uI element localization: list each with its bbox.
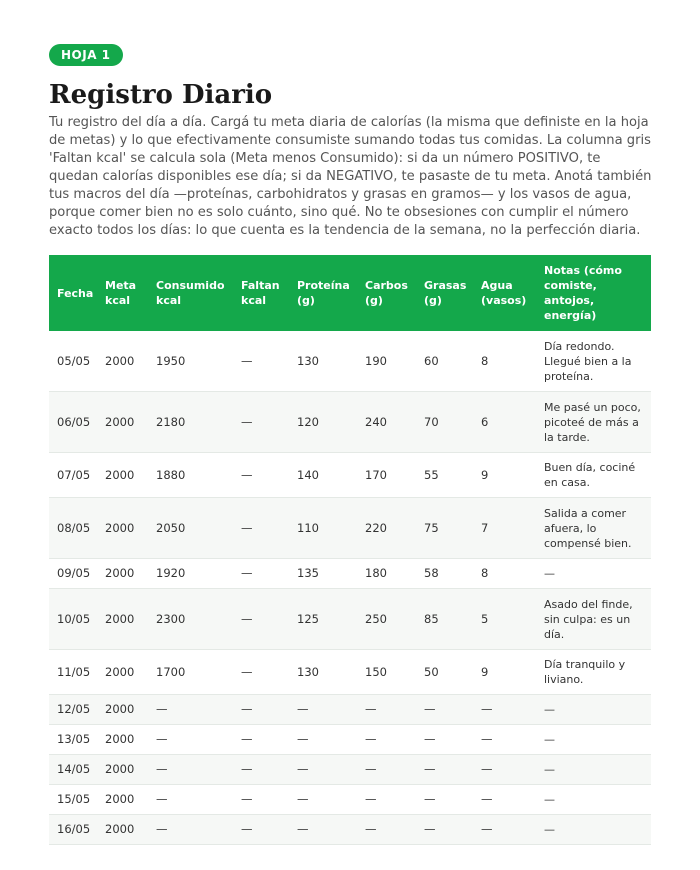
cell-proteina: — xyxy=(289,785,357,815)
cell-faltan: — xyxy=(233,725,289,755)
cell-meta: 2000 xyxy=(97,331,148,392)
cell-proteina: 120 xyxy=(289,392,357,453)
cell-fecha: 15/05 xyxy=(49,785,97,815)
cell-carbos: — xyxy=(357,725,416,755)
cell-faltan: — xyxy=(233,498,289,559)
cell-fecha: 10/05 xyxy=(49,589,97,650)
cell-consumido: 2050 xyxy=(148,498,233,559)
header-carbos: Carbos (g) xyxy=(357,255,416,331)
daily-log-table xyxy=(49,255,651,845)
table-row xyxy=(49,498,651,559)
cell-consumido: — xyxy=(148,695,233,725)
cell-grasas: — xyxy=(416,815,473,845)
header-notas: Notas (cómo comiste, antojos, energía) xyxy=(536,255,651,331)
cell-faltan: — xyxy=(233,453,289,498)
cell-carbos: — xyxy=(357,785,416,815)
cell-fecha: 11/05 xyxy=(49,650,97,695)
header-fecha: Fecha xyxy=(49,255,97,331)
cell-proteina: — xyxy=(289,815,357,845)
cell-meta: 2000 xyxy=(97,725,148,755)
cell-notas: — xyxy=(536,815,651,845)
cell-proteina: — xyxy=(289,725,357,755)
cell-meta: 2000 xyxy=(97,695,148,725)
cell-consumido: 1920 xyxy=(148,559,233,589)
cell-faltan: — xyxy=(233,589,289,650)
cell-fecha: 12/05 xyxy=(49,695,97,725)
cell-agua: 9 xyxy=(473,650,536,695)
cell-notas: — xyxy=(536,755,651,785)
cell-grasas: 60 xyxy=(416,331,473,392)
cell-proteina: 140 xyxy=(289,453,357,498)
cell-carbos: 150 xyxy=(357,650,416,695)
cell-proteina: — xyxy=(289,755,357,785)
cell-notas: — xyxy=(536,725,651,755)
cell-faltan: — xyxy=(233,331,289,392)
cell-meta: 2000 xyxy=(97,392,148,453)
cell-proteina: 130 xyxy=(289,650,357,695)
cell-fecha: 16/05 xyxy=(49,815,97,845)
cell-fecha: 13/05 xyxy=(49,725,97,755)
cell-agua: — xyxy=(473,815,536,845)
page-title: Registro Diario xyxy=(49,80,273,110)
table-row xyxy=(49,559,651,589)
header-grasas: Grasas (g) xyxy=(416,255,473,331)
header-proteina: Proteína (g) xyxy=(289,255,357,331)
cell-agua: 6 xyxy=(473,392,536,453)
cell-notas: Salida a comer afuera, lo compensé bien. xyxy=(536,498,651,559)
cell-carbos: 180 xyxy=(357,559,416,589)
cell-meta: 2000 xyxy=(97,589,148,650)
intro-paragraph: Tu registro del día a día. Cargá tu meta diaria de calorías (la misma que definiste en la hoja de metas) y lo que efectivamente consumiste sumando todas tus comidas. La columna gris 'Faltan kcal' se calcula sola (Meta menos Consumido): si da un número POSITIVO, te quedan calorías disponibles ese día; si da NEGATIVO, te pasaste de tu meta. Anotá también tus macros del día —proteínas, carbohidratos y grasas en gramos— y los vasos de agua, porque comer bien no es solo cuánto, sino qué. No te obsesiones con cumplir el número exacto todos los días: lo que cuenta es la tendencia de la semana, no la perfección diaria. xyxy=(49,115,652,238)
cell-faltan: — xyxy=(233,785,289,815)
cell-carbos: 250 xyxy=(357,589,416,650)
sheet-badge: HOJA 1 xyxy=(49,44,123,66)
cell-consumido: — xyxy=(148,815,233,845)
cell-agua: 7 xyxy=(473,498,536,559)
cell-grasas: 50 xyxy=(416,650,473,695)
cell-faltan: — xyxy=(233,695,289,725)
cell-carbos: — xyxy=(357,815,416,845)
header-faltan: Faltan kcal xyxy=(233,255,289,331)
table-row xyxy=(49,650,651,695)
cell-notas: Asado del finde, sin culpa: es un día. xyxy=(536,589,651,650)
cell-carbos: 170 xyxy=(357,453,416,498)
cell-consumido: 1700 xyxy=(148,650,233,695)
cell-agua: 9 xyxy=(473,453,536,498)
table-row xyxy=(49,392,651,453)
cell-grasas: 85 xyxy=(416,589,473,650)
table-row xyxy=(49,785,651,815)
cell-grasas: 75 xyxy=(416,498,473,559)
table-row xyxy=(49,725,651,755)
cell-carbos: — xyxy=(357,755,416,785)
cell-consumido: — xyxy=(148,725,233,755)
table-row xyxy=(49,755,651,785)
table-row xyxy=(49,695,651,725)
cell-proteina: 130 xyxy=(289,331,357,392)
cell-consumido: 1950 xyxy=(148,331,233,392)
cell-meta: 2000 xyxy=(97,559,148,589)
cell-fecha: 14/05 xyxy=(49,755,97,785)
cell-carbos: 220 xyxy=(357,498,416,559)
cell-faltan: — xyxy=(233,815,289,845)
cell-agua: 5 xyxy=(473,589,536,650)
cell-agua: 8 xyxy=(473,559,536,589)
cell-grasas: 70 xyxy=(416,392,473,453)
cell-consumido: — xyxy=(148,755,233,785)
cell-notas: — xyxy=(536,695,651,725)
table-row xyxy=(49,815,651,845)
cell-proteina: — xyxy=(289,695,357,725)
cell-notas: Día redondo. Llegué bien a la proteína. xyxy=(536,331,651,392)
cell-consumido: 2300 xyxy=(148,589,233,650)
cell-agua: — xyxy=(473,725,536,755)
cell-meta: 2000 xyxy=(97,453,148,498)
table-row xyxy=(49,589,651,650)
cell-faltan: — xyxy=(233,392,289,453)
header-agua: Agua (vasos) xyxy=(473,255,536,331)
cell-notas: Buen día, cociné en casa. xyxy=(536,453,651,498)
cell-meta: 2000 xyxy=(97,755,148,785)
cell-agua: — xyxy=(473,695,536,725)
cell-proteina: 110 xyxy=(289,498,357,559)
table-header-row xyxy=(49,255,651,331)
header-consumido: Consumido kcal xyxy=(148,255,233,331)
cell-fecha: 05/05 xyxy=(49,331,97,392)
cell-grasas: 58 xyxy=(416,559,473,589)
cell-meta: 2000 xyxy=(97,650,148,695)
cell-notas: — xyxy=(536,785,651,815)
cell-proteina: 135 xyxy=(289,559,357,589)
cell-consumido: 2180 xyxy=(148,392,233,453)
header-meta: Meta kcal xyxy=(97,255,148,331)
cell-notas: Me pasé un poco, picoteé de más a la tarde. xyxy=(536,392,651,453)
cell-faltan: — xyxy=(233,650,289,695)
cell-fecha: 09/05 xyxy=(49,559,97,589)
cell-grasas: — xyxy=(416,695,473,725)
cell-consumido: 1880 xyxy=(148,453,233,498)
cell-faltan: — xyxy=(233,559,289,589)
cell-agua: 8 xyxy=(473,331,536,392)
cell-consumido: — xyxy=(148,785,233,815)
cell-fecha: 06/05 xyxy=(49,392,97,453)
cell-faltan: — xyxy=(233,755,289,785)
cell-grasas: 55 xyxy=(416,453,473,498)
cell-carbos: 190 xyxy=(357,331,416,392)
cell-notas: — xyxy=(536,559,651,589)
cell-grasas: — xyxy=(416,725,473,755)
cell-meta: 2000 xyxy=(97,785,148,815)
cell-agua: — xyxy=(473,755,536,785)
cell-agua: — xyxy=(473,785,536,815)
cell-grasas: — xyxy=(416,785,473,815)
cell-carbos: — xyxy=(357,695,416,725)
cell-meta: 2000 xyxy=(97,498,148,559)
cell-meta: 2000 xyxy=(97,815,148,845)
cell-grasas: — xyxy=(416,755,473,785)
table-row xyxy=(49,331,651,392)
table-row xyxy=(49,453,651,498)
cell-proteina: 125 xyxy=(289,589,357,650)
cell-notas: Día tranquilo y liviano. xyxy=(536,650,651,695)
cell-fecha: 08/05 xyxy=(49,498,97,559)
cell-carbos: 240 xyxy=(357,392,416,453)
cell-fecha: 07/05 xyxy=(49,453,97,498)
